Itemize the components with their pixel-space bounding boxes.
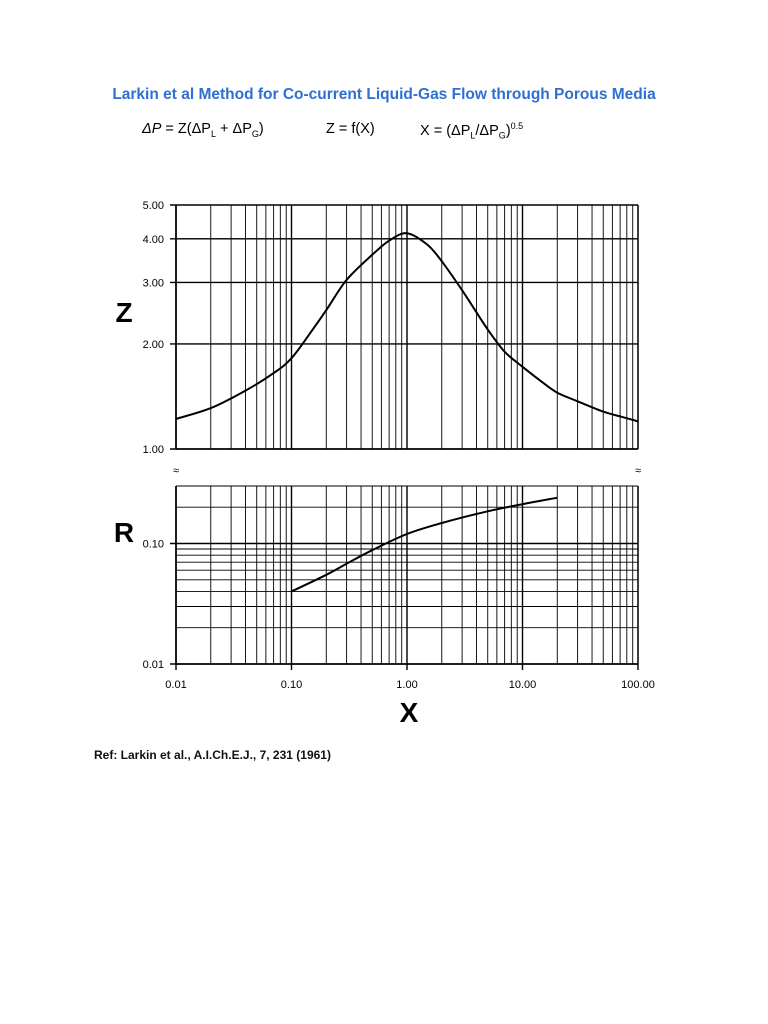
- equation-1-close: ): [258, 121, 264, 137]
- z-panel-ytick-label: 2.00: [142, 338, 164, 351]
- x-axis-label: X: [399, 697, 419, 728]
- equation-3-sub-g: G: [498, 130, 506, 141]
- axis-break-mark: ≈: [172, 465, 180, 477]
- x-tick-label: 10.00: [508, 679, 537, 691]
- reference-citation: Ref: Larkin et al., A.I.Ch.E.J., 7, 231 (1961): [94, 748, 331, 762]
- equation-1-mid: = Z(ΔP: [161, 121, 211, 137]
- z-axis-label: Z: [115, 297, 133, 328]
- x-tick-label: 1.00: [396, 679, 418, 691]
- equation-1-sub-l: L: [210, 128, 216, 139]
- equation-3-lhs: X = (ΔP: [420, 122, 471, 139]
- axis-break-mark: ≈: [634, 465, 642, 477]
- x-tick-label: 0.01: [165, 679, 187, 691]
- r-panel-ytick-label: 0.10: [142, 538, 164, 551]
- equation-3-sub-l: L: [470, 130, 476, 141]
- x-tick-label: 0.10: [280, 679, 303, 691]
- page-title: Larkin et al Method for Co-current Liquid-Gas Flow through Porous Media: [112, 86, 656, 103]
- z-panel-ytick-label: 1.00: [142, 444, 164, 456]
- equation-1-lhs: ΔP: [142, 121, 162, 137]
- equation-3-close: ): [505, 122, 511, 139]
- equation-2-text: Z = f(X): [326, 121, 375, 137]
- equation-1-sub-g: G: [251, 128, 259, 139]
- equation-3-exponent: 0.5: [510, 121, 524, 131]
- equation-1-plus: + ΔP: [216, 121, 252, 137]
- r-axis-label: R: [113, 517, 135, 548]
- x-tick-label: 100.00: [621, 679, 655, 691]
- z-panel-ytick-label: 5.00: [142, 200, 164, 212]
- equation-3-slash: /ΔP: [475, 122, 499, 139]
- z-panel-ytick-label: 4.00: [142, 233, 164, 246]
- r-panel-ytick-label: 0.01: [142, 659, 164, 671]
- z-panel-ytick-label: 3.00: [142, 277, 164, 290]
